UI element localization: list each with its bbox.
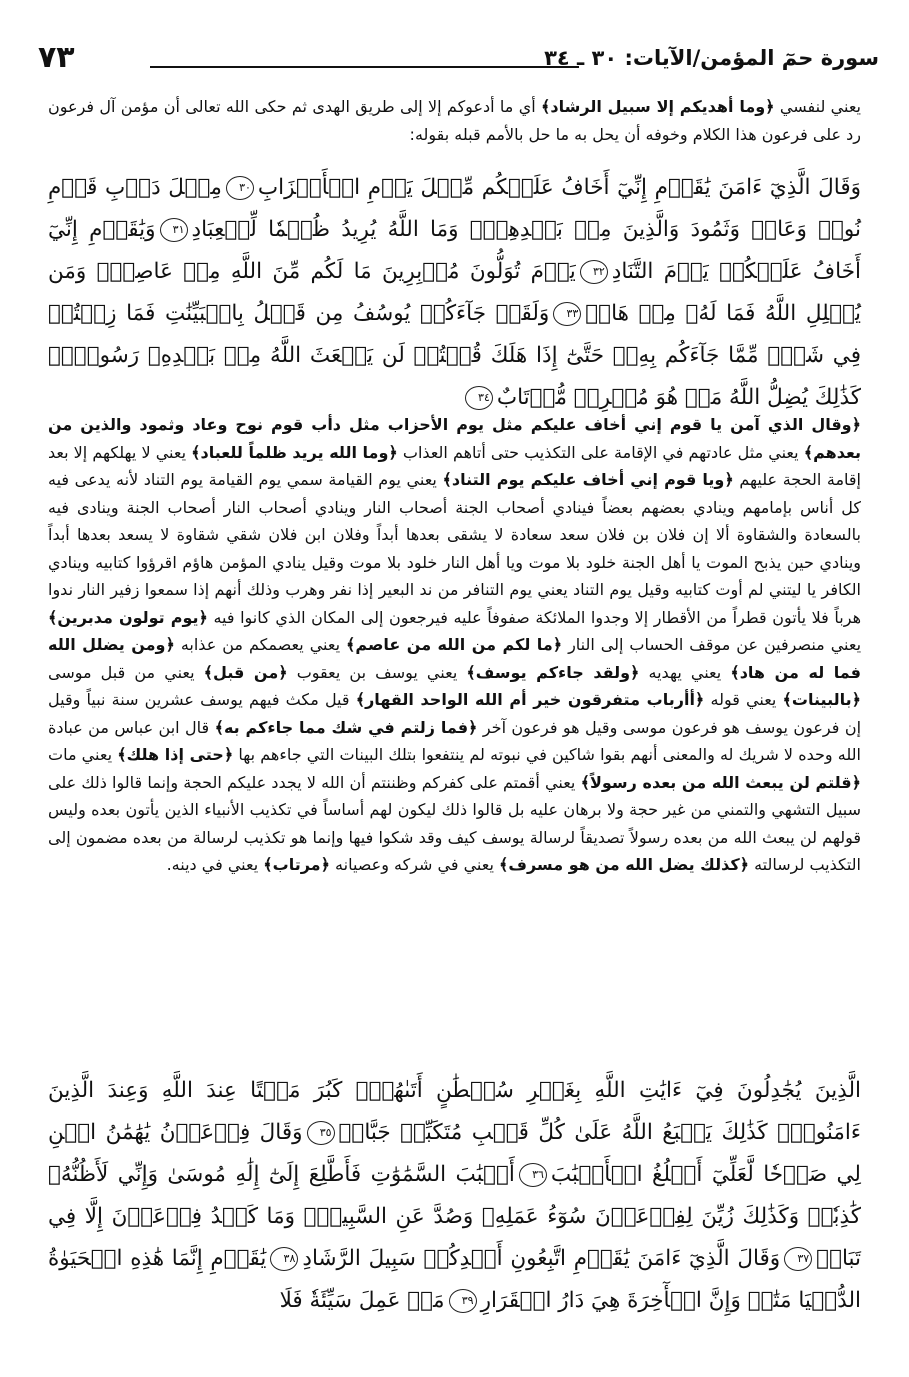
ayah-number-marker: ٣٤ [465, 386, 493, 410]
commentary-text: يعني لا يهلكهم إلا بعد إقامة الحجة عليهم [48, 442, 861, 489]
ayah-text: وَلَقَدۡ جَآءَكُمۡ يُوسُفُ مِن قَبۡلُ بِالۡبَيِّنَٰتِ فَمَا زِلۡتُمۡ فِي شَكّٖ مِّمَّا جَآءَكُم بِهِۦۖ حَتَّىٰٓ إِذَا هَلَكَ قُلۡتُمۡ لَن يَبۡعَثَ اللَّهُ مِنۢ بَعۡدِهِۦ رَسُولٗاۚ كَذَٰلِكَ يُضِلُّ اللَّهُ مَنۡ هُوَ مُسۡرِفٞ مُّرۡتَابٌ [48, 301, 861, 410]
quoted-verse: ﴿بالبينات﴾ [782, 690, 861, 709]
ayah-text: الَّذِينَ يُجَٰدِلُونَ فِيٓ ءَايَٰتِ اللَّهِ بِغَيۡرِ سُلۡطَٰنٍ أَتَىٰهُمۡۖ كَبُرَ مَقۡتًا عِندَ اللَّهِ وَعِندَ الَّذِينَ ءَامَنُواْۚ كَذَٰلِكَ يَطۡبَعُ اللَّهُ عَلَىٰ كُلِّ قَلۡبِ مُتَكَبِّرٖ جَبَّارٖ [48, 1078, 861, 1145]
quoted-verse: ﴿ويا قوم إني أخاف عليكم يوم التناد﴾ [442, 470, 734, 489]
ayah-text: مِثۡلَ دَأۡبِ قَوۡمِ نُوحٖ وَعَادٖ وَثَمُودَ وَالَّذِينَ مِنۢ بَعۡدِهِمۡۚ وَمَا اللَّهُ يُرِيدُ ظُلۡمٗا لِّلۡعِبَادِ [48, 175, 861, 242]
quran-block-1 [48, 167, 861, 419]
quoted-verse: ﴿كذلك يضل الله من هو مسرف﴾ [499, 855, 750, 874]
quoted-verse: ﴿حتى إذا هلك﴾ [117, 745, 234, 764]
ayah-number-marker: ٣١ [160, 218, 188, 242]
header-rule [150, 66, 579, 68]
commentary-text: يعني من قبل موسى [48, 662, 204, 682]
running-title: سورة حمٓ المؤمن/الآيات: ٣٠ ـ ٣٤ [544, 46, 879, 70]
quoted-verse: ﴿فما زلتم في شك مما جاءكم به﴾ [214, 717, 478, 737]
ayah-text: وَقَالَ الَّذِيٓ ءَامَنَ يَٰقَوۡمِ اتَّبِعُونِ أَهۡدِكُمۡ سَبِيلَ الرَّشَادِ [302, 1246, 781, 1271]
ayah-text: وَقَالَ الَّذِيٓ ءَامَنَ يَٰقَوۡمِ إِنِّيٓ أَخَافُ عَلَيۡكُم مِّثۡلَ يَوۡمِ الۡأَحۡزَابِ [257, 175, 861, 200]
quoted-verse: ﴿وقال الذي آمن يا قوم إني أخاف عليكم مثل يوم الأحزاب مثل دأب قوم نوح وعاد وثمود والذين من بعدهم﴾ [48, 415, 862, 462]
commentary-text: يعني مات [48, 745, 118, 764]
ayah-number-marker: ٣٩ [449, 1289, 477, 1313]
commentary-text: يعني منصرفين عن موقف الحساب إلى النار [562, 635, 862, 654]
ayah-number-marker: ٣٢ [580, 260, 608, 284]
commentary-text: يعني يوسف بن يعقوب [287, 662, 467, 682]
commentary-paragraph [48, 411, 861, 879]
commentary-text: يعني يوم القيامة سمي يوم القيامة يوم التناد لأنه يدعى فيه كل أناس بإمامهم وينادي بعضهم بعضاً فينادي أصحاب الجنة أصحاب النار وينادي أصحاب النار أصحاب الجنة وينادى فيه بالسعادة والشقاوة ألا إن فلان بن فلان سعد سعادة لا يشقى بعدها أبداً وفلان ابن فلان شقي شقاوة لا يسعد بعدها أبداً وينادي حين يذبح الموت يا أهل الجنة خلود بلا موت ويا أهل النار خلود بلا موت وقيل ينادي المؤمن هاؤم اقرؤوا كتابيه وينادي الكافر يا ليتني لم أوت كتابيه وقيل يوم التناد يعني يوم التنافر من ند البعير إذا نفر وهرب وذلك أنهم إذا سمعوا زفير النار ندوا هرباً فلا يأتون قطراً من الأقطار إلا وجدوا الملائكة صفوفاً عليه فيرجعون إلى المكان الذي كانوا فيه [48, 470, 862, 627]
quoted-verse: ﴿مرتاب﴾ [263, 855, 330, 874]
commentary-text: يعني في دينه. [166, 855, 264, 874]
quoted-verse: ﴿أأرباب متفرقون خير أم الله الواحد القهار﴾ [355, 690, 705, 709]
commentary-text: يعني في شركه وعصيانه [329, 855, 500, 874]
ayah-number-marker: ٣٨ [270, 1247, 298, 1271]
quoted-verse: ﴿ولقد جاءكم يوسف﴾ [466, 662, 640, 682]
ayah-text: وَيَٰقَوۡمِ إِنِّيٓ أَخَافُ عَلَيۡكُمۡ يَوۡمَ التَّنَادِ [48, 217, 861, 284]
quoted-verse: ﴿يوم تولون مدبرين﴾ [48, 607, 208, 627]
ayah-text: أَسۡبَٰبَ السَّمَٰوَٰتِ فَأَطَّلِعَ إِلَىٰٓ إِلَٰهِ مُوسَىٰ وَإِنِّي لَأَظُنُّهُۥ كَٰذِبٗاۚ وَكَذَٰلِكَ زُيِّنَ لِفِرۡعَوۡنَ سُوٓءُ عَمَلِهِۦ وَصُدَّ عَنِ السَّبِيلِۚ وَمَا كَيۡدُ فِرۡعَوۡنَ إِلَّا فِي تَبَابٖ [48, 1162, 861, 1271]
quoted-verse: ﴿وما أهديكم إلا سبيل الرشاد﴾ [541, 97, 775, 116]
commentary-text: يعني مثل عادتهم في الإقامة على التكذيب حتى أتاهم العذاب [397, 442, 804, 462]
ayah-number-marker: ٣٧ [784, 1247, 812, 1271]
intro-text: يعني لنفسي [774, 97, 862, 116]
quran-block-2 [48, 1070, 861, 1322]
quoted-verse: ﴿قلتم لن يبعث الله من بعده رسولاً﴾ [580, 772, 861, 792]
quoted-verse: ﴿وما الله يريد ظلماً للعباد﴾ [191, 442, 398, 462]
commentary-text: يعني قوله [704, 690, 783, 709]
ayah-number-marker: ٣٥ [307, 1121, 335, 1145]
quoted-verse: ﴿من قبل﴾ [203, 662, 288, 682]
commentary-text: قيل مكث فيهم يوسف عشرين سنة نبياً وقيل إن فرعون يوسف هو فرعون موسى وقيل هو فرعون آخر [48, 690, 862, 737]
commentary-text: يعني يهديه [639, 662, 731, 682]
commentary-text: قال ابن عباس من عبادة الله وحده لا شريك له والمعنى أنهم بقوا شاكين في نبوته لم ينتفعوا بتلك البينات التي جاءهم بها [48, 717, 861, 764]
page-header [30, 40, 879, 80]
page-number: ٧٣ [38, 40, 75, 75]
ayah-number-marker: ٣٦ [519, 1163, 547, 1187]
quoted-verse: ﴿ما لكم من الله من عاصم﴾ [346, 635, 563, 654]
commentary-text: يعني يعصمكم من عذابه [174, 635, 347, 654]
quoted-verse: ﴿ومن يضلل الله فما له من هاد﴾ [48, 635, 862, 682]
ayah-text: يَوۡمَ تُوَلُّونَ مُدۡبِرِينَ مَا لَكُم مِّنَ اللَّهِ مِنۡ عَاصِمٖۗ وَمَن يُضۡلِلِ اللَّهُ فَمَا لَهُۥ مِنۡ هَادٖ [48, 259, 862, 326]
ayah-text: مَنۡ عَمِلَ سَيِّئَةٗ فَلَا [279, 1288, 445, 1313]
ayah-text: وَقَالَ فِرۡعَوۡنُ يَٰهَٰمَٰنُ ابۡنِ لِي صَرۡحٗا لَّعَلِّيٓ أَبۡلُغُ الۡأَسۡبَٰبَ [48, 1120, 861, 1187]
intro-text: أي ما أدعوكم إلا إلى طريق الهدى ثم حكى الله تعالى أن مؤمن آل فرعون رد على فرعون هذا الكلام وخوفه أن يحل به ما حل بالأمم قبله بقوله: [48, 97, 861, 144]
ayah-text: يَٰقَوۡمِ إِنَّمَا هَٰذِهِ الۡحَيَوٰةُ الدُّنۡيَا مَتَٰعٞ وَإِنَّ الۡأٓخِرَةَ هِيَ دَارُ الۡقَرَارِ [48, 1246, 861, 1313]
commentary-text: يعني أقمتم على كفركم وظننتم أن الله لا يجدد عليكم الحجة وإنما قالوا ذلك على سبيل التشهي والتمني من غير حجة ولا برهان عليه بل قالوا ذلك ليكون لهم أساساً في تكذيب الأنبياء الذين يأتون بعده وليس قولهم لن يبعث الله من بعده رسولاً تصديقاً لرسالة يوسف كيف وقد شكوا فيها وإنما هو تكذيب لرسالة من بعده مضمون إلى التكذيب لرسالته [48, 772, 861, 874]
ayah-number-marker: ٣٠ [226, 176, 254, 200]
ayah-number-marker: ٣٣ [553, 302, 581, 326]
intro-paragraph [48, 93, 861, 148]
